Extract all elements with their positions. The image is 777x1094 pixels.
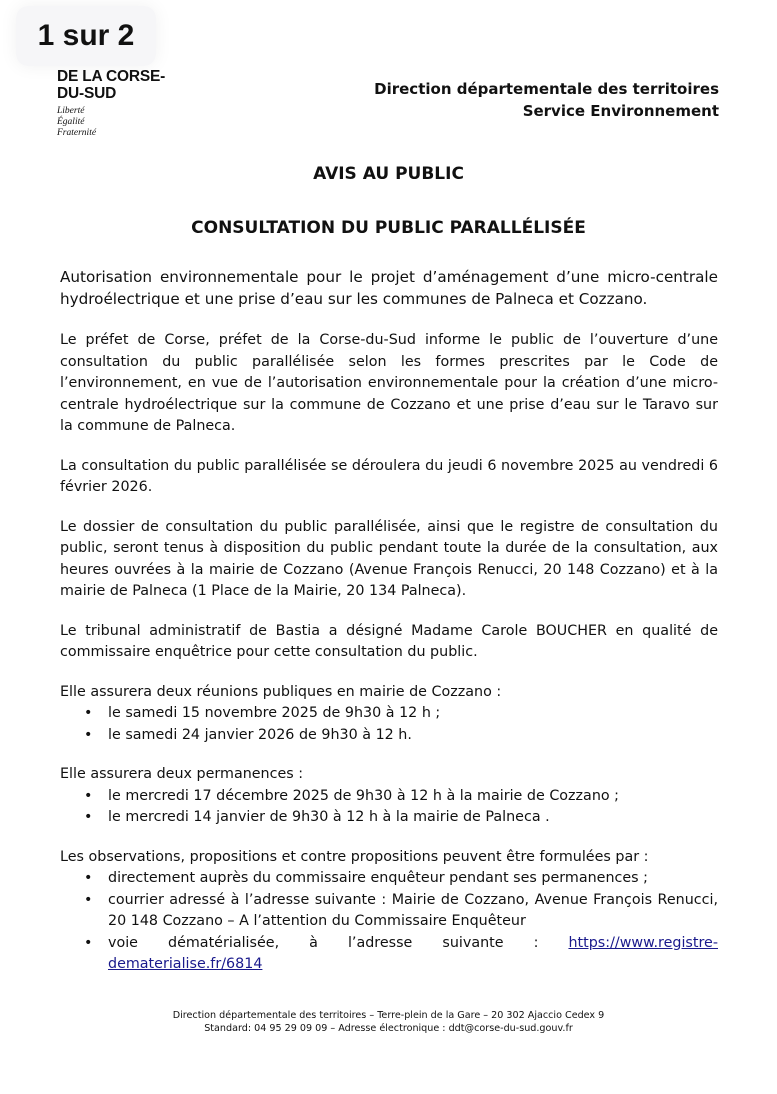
- document-body: [60, 266, 718, 994]
- paragraph-dates: La consultation du public parallélisée se déroulera du jeudi 6 novembre 2025 au vendredi 6 février 2026.: [60, 457, 718, 495]
- prefecture-logo: [57, 68, 165, 139]
- logo-line2: DU-SUD: [57, 85, 117, 102]
- motto-fraternite: Fraternité: [57, 128, 97, 138]
- footer-address: Direction départementale des territoires – Terre-plein de la Gare – 20 302 Ajaccio Cedex 9: [172, 1010, 605, 1021]
- logo-line1: DE LA CORSE-: [57, 68, 166, 85]
- paragraph-dossier: Le dossier de consultation du public parallélisée, ainsi que le registre de consultation du public, seront tenus à disposition du public pendant toute la durée de la consultation, aux heures ouvrées à la mairie de Cozzano (Avenue François Renucci, 20 148 Cozzano) et à la mairie de Palneca (1 Place de la Mairie, 20 134 Palneca).: [60, 518, 718, 599]
- permanences-intro: Elle assurera deux permanences :: [60, 766, 304, 782]
- observations-list: [60, 868, 718, 976]
- motto-egalite: Égalité: [57, 117, 85, 127]
- page-footer: [0, 1009, 777, 1035]
- paragraph-commissaire: Le tribunal administratif de Bastia a désigné Madame Carole BOUCHER en qualité de commissaire enquêtrice pour cette consultation du public.: [60, 622, 718, 660]
- direction-name: Direction départementale des territoires: [374, 80, 719, 98]
- permanences-list: [60, 786, 718, 829]
- list-item: • le samedi 24 janvier 2026 de 9h30 à 12 h.: [108, 725, 718, 747]
- list-item: • courrier adressé à l’adresse suivante : Mairie de Cozzano, Avenue François Renucci, 20 148 Cozzano – A l’attention du Commissaire Enquêteur: [108, 890, 718, 933]
- document-subtitle: CONSULTATION DU PUBLIC PARALLÉLISÉE: [191, 218, 586, 238]
- page-indicator: 1 sur 2: [16, 6, 156, 66]
- service-name: Service Environnement: [522, 102, 719, 120]
- reunions-intro: Elle assurera deux réunions publiques en mairie de Cozzano :: [60, 683, 502, 700]
- footer-contact: Standard: 04 95 29 09 09 – Adresse électronique : ddt@corse-du-sud.gouv.fr: [204, 1023, 573, 1034]
- paragraph-intro: Le préfet de Corse, préfet de la Corse-du-Sud informe le public de l’ouverture d’une consultation du public parallélisée selon les formes prescrites par le Code de l’environnement, en vue de l’autorisation environnementale pour la création d’une micro-centrale hydroélectrique sur la commune de Cozzano et une prise d’eau sur le Taravo sur la commune de Palneca.: [60, 332, 718, 434]
- motto-liberte: Liberté: [57, 106, 85, 116]
- list-item: • le mercredi 17 décembre 2025 de 9h30 à 12 h à la mairie de Cozzano ;: [108, 786, 718, 808]
- online-prefix: voie dématérialisée, à l’adresse suivante :: [108, 934, 569, 951]
- reunions-list: [60, 703, 718, 746]
- list-item: • directement auprès du commissaire enquêteur pendant ses permanences ;: [108, 868, 718, 890]
- observations-intro: Les observations, propositions et contre propositions peuvent être formulées par :: [60, 848, 649, 865]
- registre-link[interactable]: https://www.registre-dematerialise.fr/6814: [108, 934, 718, 972]
- document-title: AVIS AU PUBLIC: [313, 164, 464, 184]
- paragraph-object: Autorisation environnementale pour le projet d’aménagement d’une micro-centrale hydroélectrique et une prise d’eau sur les communes de Palneca et Cozzano.: [60, 268, 718, 308]
- list-item: • le mercredi 14 janvier de 9h30 à 12 h à la mairie de Palneca .: [108, 807, 718, 829]
- service-header: [374, 78, 719, 122]
- list-item: [108, 933, 718, 976]
- list-item: • le samedi 15 novembre 2025 de 9h30 à 12 h ;: [108, 703, 718, 725]
